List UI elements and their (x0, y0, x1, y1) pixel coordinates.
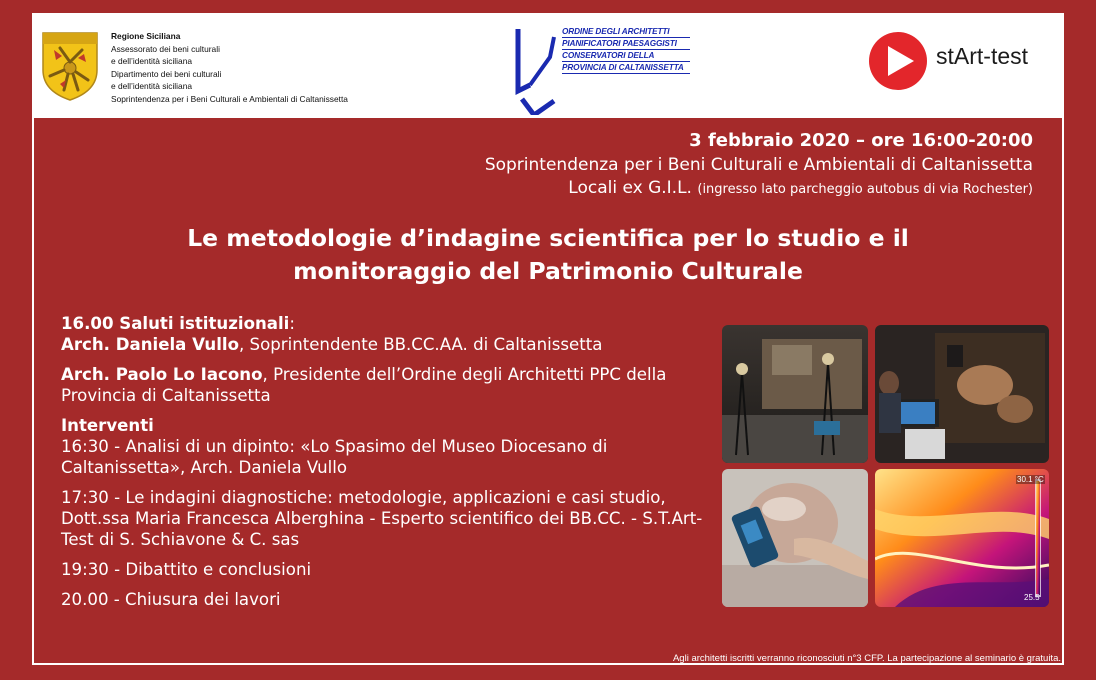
ordine-line: PROVINCIA DI CALTANISSETTA (562, 62, 690, 74)
location-note: (ingresso lato parcheggio autobus di via Rochester) (697, 182, 1033, 197)
greeting-heading (61, 313, 721, 334)
header-banner (34, 15, 1062, 118)
thermal-min-label: 25.5 (1024, 593, 1040, 602)
footer-note: Agli architetti iscritti verranno riconosciuti n°3 CFP. La partecipazione al seminario è gratuita. (672, 653, 1061, 664)
ordine-line: CONSERVATORI DELLA (562, 50, 690, 62)
region-line: Soprintendenza per i Beni Culturali e Ambientali di Caltanissetta (111, 93, 348, 104)
talk-item: 19:30 - Dibattito e conclusioni (61, 560, 312, 579)
talk-item: 17:30 - Le indagini diagnostiche: metodologie, applicazioni e casi studio, Dott.ssa Maria Francesca Alberghina - Esperto scientifico dei BB.CC. - S.T.Art-Test di S. Schiavone & C. sas (61, 488, 703, 549)
start-test-play-icon (868, 31, 928, 91)
photo-painting-analysis (875, 325, 1049, 463)
speaker-name: Arch. Paolo Lo Iacono (61, 365, 263, 384)
speaker-name: Arch. Daniela Vullo (61, 335, 239, 354)
talk-item: 16:30 - Analisi di un dipinto: «Lo Spasimo del Museo Diocesano di Caltanissetta», Arch. Daniela Vullo (61, 437, 608, 477)
sicily-crest-logo (40, 30, 100, 102)
greeting-time-label: 16.00 Saluti istituzionali (61, 314, 290, 333)
greeting-colon: : (289, 314, 295, 333)
title-line: Le metodologie d’indagine scientifica per lo studio e il (187, 224, 909, 252)
talk-item: 20.00 - Chiusura dei lavori (61, 590, 281, 609)
photo-lab-setup (722, 325, 868, 463)
region-line: e dell’identità siciliana (111, 81, 193, 92)
photo-instrument-measurement (722, 469, 868, 607)
speaker-line (61, 364, 721, 406)
location-name: Locali ex G.I.L. (568, 178, 692, 198)
event-location (568, 178, 1033, 198)
photo-thermal-image (875, 469, 1049, 607)
event-date: 3 febbraio 2020 – ore 16:00-20:00 (689, 130, 1033, 151)
interventi-heading: Interventi (61, 416, 154, 435)
ordine-line: ORDINE DEGLI ARCHITETTI (562, 26, 690, 38)
speaker-role: , Presidente dell’Ordine degli Architetti PPC della Provincia di Caltanissetta (61, 365, 667, 405)
thermal-max-label: 30.1 °C (1017, 475, 1044, 484)
speaker-role: , Soprintendente BB.CC.AA. di Caltanissetta (239, 335, 603, 354)
region-line: Assessorato dei beni culturali (111, 43, 220, 54)
ordine-text-block (562, 26, 690, 74)
region-line: e dell’identità siciliana (111, 56, 193, 67)
event-title (60, 222, 1036, 288)
start-test-brand-name: stArt-test (936, 43, 1029, 69)
title-line: monitoraggio del Patrimonio Culturale (293, 257, 803, 285)
event-venue: Soprintendenza per i Beni Culturali e Ambientali di Caltanissetta (484, 155, 1033, 175)
region-text-block (111, 30, 348, 106)
region-line: Dipartimento dei beni culturali (111, 68, 222, 79)
program-block (61, 313, 721, 610)
ordine-line: PIANIFICATORI PAESAGGISTI (562, 38, 690, 50)
speaker-line (61, 334, 721, 355)
region-title: Regione Siciliana (111, 31, 181, 41)
